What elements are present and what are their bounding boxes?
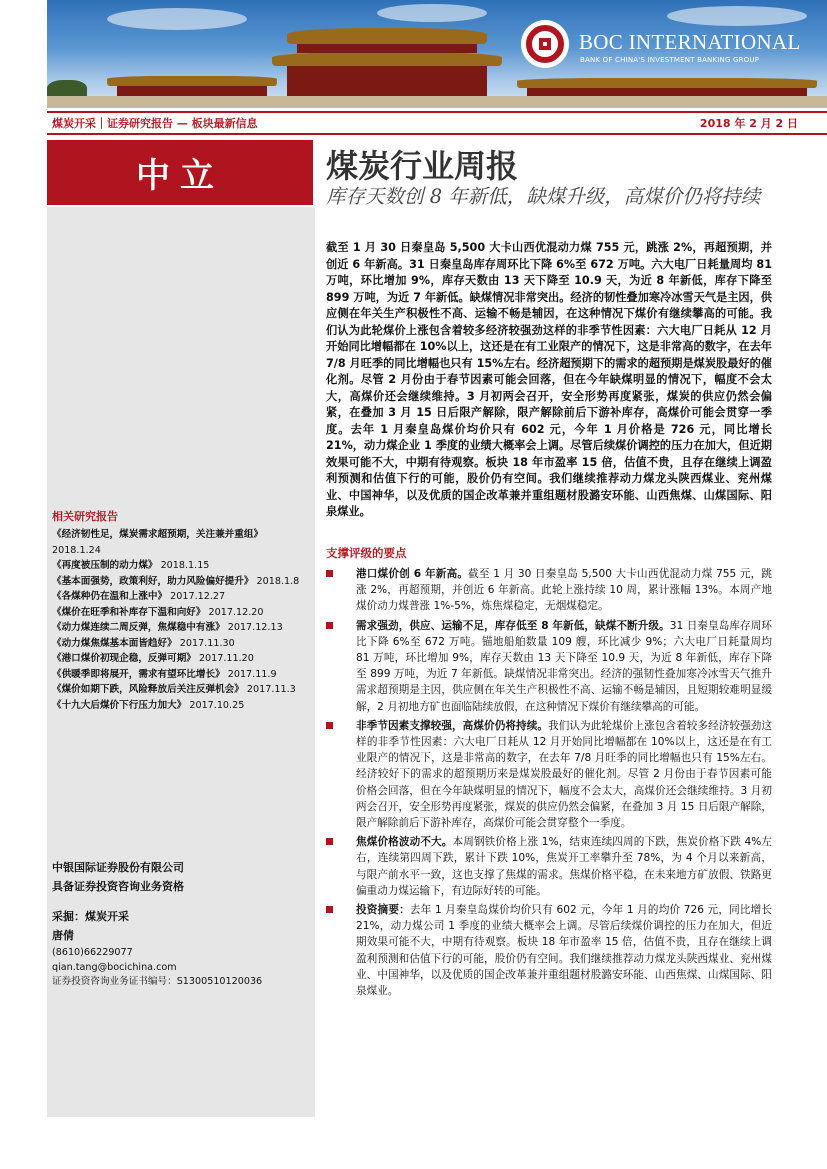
related-reports-list xyxy=(52,527,314,713)
analyst-contact xyxy=(52,946,262,990)
related-report-item[interactable] xyxy=(52,527,314,558)
cloud xyxy=(107,8,247,30)
rating: 中立 xyxy=(136,156,224,196)
related-report-title: 《各煤种仍在温和上涨中》 xyxy=(52,591,168,602)
related-report-title: 《港口煤价初现企稳，反弹可期》 xyxy=(52,653,196,664)
key-point-item xyxy=(326,718,772,831)
related-report-date: 2017.11.3 xyxy=(243,684,296,695)
related-report-item[interactable] xyxy=(52,605,314,621)
related-report-title: 《煤价在旺季和补库存下温和向好》 xyxy=(52,606,206,618)
related-report-item[interactable] xyxy=(52,667,314,683)
brand-name: BOC INTERNATIONAL xyxy=(579,30,801,54)
report-category: 煤炭开采｜证券研究报告 — 板块最新信息 xyxy=(52,117,258,130)
key-point-heading: 非季节因素支撑较强，高煤价仍将持续。 xyxy=(356,719,549,732)
page-title: 煤炭行业周报 xyxy=(326,147,519,185)
palace-roof xyxy=(517,78,817,88)
page-subtitle: 库存天数创 8 年新低，缺煤升级，高煤价仍将持续 xyxy=(326,185,761,208)
related-report-item[interactable] xyxy=(52,558,314,574)
brand-subtitle: BANK OF CHINA'S INVESTMENT BANKING GROUP xyxy=(580,56,760,64)
related-report-date: 2017.10.25 xyxy=(186,699,245,711)
related-report-date: 2017.11.20 xyxy=(195,653,254,664)
section-title: 支撑评级的要点 xyxy=(326,546,407,560)
key-point-body: 去年 1 月秦皇岛煤价均价只有 602 元，今年 1 月的均价 726 元，同比增长 21%，动力煤公司 1 季度的业绩大概率会上调。尽管后续煤价调控的压力在加大，但近期效果可能不大，中期有待观察。板块 18 年市盈率 15 倍，估值不贵，且存在继续上调盈利预测和估值下行的可能，股价仍有空间。我们继续推荐动力煤龙头陕西煤业、兖州煤业、中国神华，以及优质的国企改革兼并重组题材股潞安环能、山西焦煤、山煤国际、阳泉煤业。 xyxy=(356,904,773,998)
cloud xyxy=(377,4,487,22)
key-point-heading: 港口煤价创 6 年新高。 xyxy=(356,568,469,580)
summary-paragraph: 截至 1 月 30 日秦皇岛 5,500 大卡山西优混动力煤 755 元，跳涨 2%，再超预期，并创近 6 年新高。31 日秦皇岛库存周环比下降 6%至 672 万吨。六大电厂日耗量周均 81 万吨，环比增加 9%，库存天数由 13 天下降至 10.9 天，为近 8 年新低，库存下降至 899 万吨，为近 7 年新低。缺煤情况非常突出。经济的韧性叠加寒冷冰雪天气是主因，供应侧在年关生产积极性不高、运输不畅是辅因，在这种情况下煤价有继续攀高的可能。我们认为此轮煤价上涨包含着较多经济较强劲这样的非季节性因素：六大电厂日耗从 12 月开始同比增幅都在 10%以上，这还是在有工业限产的情况下，这是非常高的数字，在去年 7/8 月旺季的同比增幅也只有 15%左右。经济超预期下的需求的超预期是煤炭股最好的催化剂。尽管 2 月份由于春节因素可能会回落，但在今年缺煤明显的情况下，幅度不会太大，高煤价还会继续维持。3 月初两会召开，安全形势再度紧张，煤炭的供应仍然会偏紧，在叠加 3 月 15 日后限产解除，限产解除前后下游补库存，高煤价可能会贯穿一季度。去年 1 月秦皇岛煤价均价只有 602 元，今年 1 月价格是 726 元，同比增长 21%，动力煤企业 1 季度的业绩大概率会上调。尽管后续煤价调控的压力在加大，但近期效果可能不大，中期有待观察。板块 18 年市盈率 15 倍，估值不贵，且存在继续上调盈利预测和估值下行的可能，股价仍有空间。我们继续推荐动力煤龙头陕西煤业、兖州煤业、中国神华，以及优质的国企改革兼并重组题材股潞安环能、山西焦煤、山煤国际、阳泉煤业。 xyxy=(326,241,772,518)
bullet-square-icon xyxy=(326,570,333,577)
bullet-square-icon xyxy=(326,838,333,845)
key-points-list xyxy=(326,566,772,1002)
related-report-title: 《经济韧性足，煤炭需求超预期，关注兼并重组》 xyxy=(52,529,264,540)
company-name: 中银国际证券股份有限公司 xyxy=(52,861,184,874)
related-reports-title: 相关研究报告 xyxy=(52,510,118,523)
related-report-item[interactable] xyxy=(52,636,314,652)
key-point-heading: 焦煤价格波动不大。 xyxy=(356,836,453,849)
key-point-item xyxy=(326,618,772,715)
analyst-email[interactable]: qian.tang@bocichina.com xyxy=(52,961,177,973)
related-report-date: 2017.11.30 xyxy=(176,637,235,649)
related-report-title: 《动力煤连续二周反弹，焦煤稳中有涨》 xyxy=(52,622,225,633)
analyst-sector: 采掘：煤炭开采 xyxy=(52,910,129,923)
report-date: 2018 年 2 月 2 日 xyxy=(699,117,798,130)
related-report-date: 2018.1.15 xyxy=(157,560,210,571)
palace-roof xyxy=(107,76,277,86)
key-point-body: 本周钢铁价格上涨 1%，结束连续四周的下跌，焦炭价格下跌 4%左右，连续第四周下跌，累计下跌 10%，焦炭开工率攀升至 78%，为 4 个月以来新高，与限产前水平一致，这也支撑了焦煤的需求。焦煤价格平稳，在未来地方矿放假、铁路更偏重动力煤运输下，有边际好转的可能。 xyxy=(356,836,772,897)
palace-hall xyxy=(297,44,477,53)
bullet-square-icon xyxy=(326,622,333,629)
cloud xyxy=(667,6,807,26)
related-report-title: 《供暖季即将展开，需求有望环比增长》 xyxy=(52,668,225,680)
boc-logo-icon xyxy=(521,20,569,68)
related-report-item[interactable] xyxy=(52,682,314,698)
palace-hall xyxy=(287,66,487,98)
related-report-item[interactable] xyxy=(52,620,314,636)
related-report-date: 2017.12.20 xyxy=(205,606,264,618)
key-point-body: 截至 1 月 30 日秦皇岛 5,500 大卡山西优混动力煤 755 元，跳涨 2%，再超预期，并创近 6 年新高。此轮上涨持续 10 周，累计涨幅 13%。本周产地煤价动力煤普涨 1%-5%，炼焦煤稳定，无烟煤稳定。 xyxy=(356,568,772,613)
related-report-date: 2017.12.27 xyxy=(167,591,226,602)
related-report-item[interactable] xyxy=(52,651,314,667)
related-report-item[interactable] xyxy=(52,698,314,714)
bullet-square-icon xyxy=(326,722,333,729)
courtyard xyxy=(47,96,827,108)
key-point-body: 31 日秦皇岛库存周环比下降 6%至 672 万吨。锚地船舶数量 109 艘，环比减少 9%；六大电厂日耗量周均 81 万吨，环比增加 9%，库存天数由 13 天下降至 10.9 天，为近 8 年新低，库存下降至 899 万吨，为近 7 年新低。缺煤情况非常突出。经济的强韧性叠加寒冷冰雪天气推升需求超预期是主因，供应侧在年关生产积极性不高、运输不畅是辅因，且短期较难明显缓解，2 月初地方矿也面临陆续放假，在这种情况下煤价有继续攀高的可能。 xyxy=(356,619,772,713)
key-point-item xyxy=(326,566,772,615)
related-report-title: 《十九大后煤价下行压力加大》 xyxy=(52,699,187,711)
related-report-item[interactable] xyxy=(52,589,314,605)
related-report-title: 《动力煤焦煤基本面皆趋好》 xyxy=(52,637,177,649)
key-point-item xyxy=(326,834,772,899)
analyst-name: 唐倩 xyxy=(52,929,74,942)
related-report-title: 《煤价如期下跌，风险释放后关注反弹机会》 xyxy=(52,684,244,695)
key-point-heading: 需求强劲，供应、运输不足，库存低至 8 年新低，缺煤不断升级。 xyxy=(356,619,670,632)
key-point-item xyxy=(326,902,772,999)
related-report-date: 2017.11.9 xyxy=(224,668,277,680)
analyst-license: 证券投资咨询业务证书编号：S1300510120036 xyxy=(52,976,263,987)
bullet-square-icon xyxy=(326,906,333,913)
related-report-date: 2018.1.24 xyxy=(52,544,101,556)
key-point-heading: 投资摘要： xyxy=(356,904,410,917)
related-report-date: 2017.12.13 xyxy=(224,622,283,633)
palace-roof xyxy=(272,52,502,66)
related-report-title: 《基本面强势，政策利好，助力风险偏好提升》 xyxy=(52,575,254,587)
related-report-date: 2018.1.8 xyxy=(253,575,300,587)
key-point-body: 我们认为此轮煤价上涨包含着较多经济较强劲这样的非季节性因素：六大电厂日耗从 12 月开始同比增幅都在 10%以上，这还是在有工业限产的情况下，这是非常高的数字，在去年 7/8 月旺季的同比增幅也只有 15%左右。经济较好下的需求的超预期历来是煤炭股最好的催化剂。尽管 2 月份由于春节因素可能价格会回落，但在今年缺煤明显的情况下，幅度不会太大，高煤价还会继续维持。3 月初两会召开，安全形势再度紧张，煤炭的供应仍然会偏紧，在叠加 3 月 15 日后限产解除，限产解除前后下游补库存，高煤价可能会贯穿整个一季度。 xyxy=(356,719,773,830)
palace-roof xyxy=(287,28,487,44)
company-info xyxy=(52,858,184,896)
company-qualification: 具备证券投资咨询业务资格 xyxy=(52,880,184,893)
analyst-phone: (8610)66229077 xyxy=(52,947,133,958)
related-report-title: 《再度被压制的动力煤》 xyxy=(52,560,158,571)
rating-box xyxy=(47,140,313,205)
related-report-item[interactable] xyxy=(52,574,314,590)
